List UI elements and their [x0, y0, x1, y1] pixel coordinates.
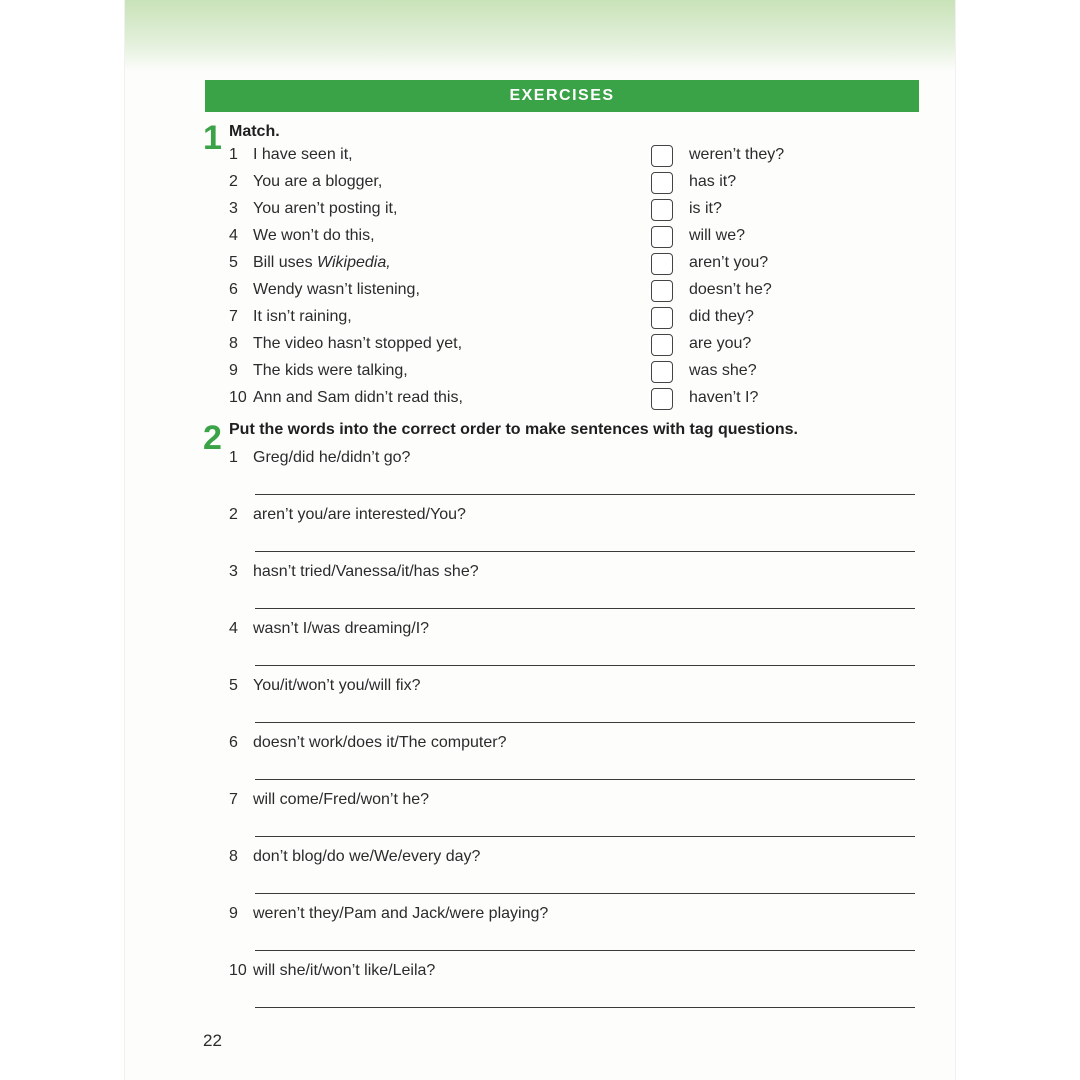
- match-item: [229, 146, 353, 164]
- item-text: Wendy wasn’t listening,: [253, 281, 420, 298]
- match-item: [229, 173, 382, 191]
- item-number: 5: [229, 677, 238, 694]
- item-number: 6: [229, 281, 238, 298]
- reorder-item: [229, 449, 410, 467]
- item-text: The kids were talking,: [253, 362, 408, 379]
- match-item: [229, 308, 352, 326]
- item-prompt: will she/it/won’t like/Leila?: [253, 962, 436, 979]
- item-number: 6: [229, 734, 238, 751]
- item-text: Bill uses: [253, 254, 318, 271]
- item-text: You aren’t posting it,: [253, 200, 398, 217]
- item-prompt: weren’t they/Pam and Jack/were playing?: [253, 905, 549, 922]
- match-item: [229, 389, 463, 407]
- item-number: 3: [229, 200, 238, 217]
- item-text: I have seen it,: [253, 146, 353, 163]
- tag-question: are you?: [689, 335, 752, 352]
- item-prompt: aren’t you/are interested/You?: [253, 506, 466, 523]
- match-item: [229, 200, 397, 218]
- answer-line[interactable]: [255, 608, 915, 609]
- item-prompt: don’t blog/do we/We/every day?: [253, 848, 481, 865]
- item-prompt: You/it/won’t you/will fix?: [253, 677, 421, 694]
- reorder-item: [229, 791, 429, 809]
- tag-question: haven’t I?: [689, 389, 759, 406]
- item-prompt: hasn’t tried/Vanessa/it/has she?: [253, 563, 479, 580]
- tag-question: doesn’t he?: [689, 281, 772, 298]
- exercise-1-number: 1: [203, 119, 222, 157]
- answer-line[interactable]: [255, 893, 915, 894]
- item-number: 7: [229, 791, 238, 808]
- reorder-item: [229, 620, 429, 638]
- worksheet-page: [125, 0, 955, 1080]
- reorder-item: [229, 563, 479, 581]
- answer-checkbox[interactable]: [651, 388, 673, 410]
- item-number: 2: [229, 173, 238, 190]
- tag-question: aren’t you?: [689, 254, 769, 271]
- answer-checkbox[interactable]: [651, 334, 673, 356]
- item-text: You are a blogger,: [253, 173, 383, 190]
- item-number: 9: [229, 362, 238, 379]
- match-item: [229, 362, 408, 380]
- answer-line[interactable]: [255, 1007, 915, 1008]
- match-item: [229, 335, 462, 353]
- reorder-item: [229, 848, 480, 866]
- answer-checkbox[interactable]: [651, 280, 673, 302]
- item-number: 9: [229, 905, 238, 922]
- exercise-1-title: Match.: [229, 123, 280, 140]
- answer-checkbox[interactable]: [651, 199, 673, 221]
- answer-line[interactable]: [255, 779, 915, 780]
- exercise-2-number: 2: [203, 419, 222, 457]
- answer-checkbox[interactable]: [651, 226, 673, 248]
- tag-question: weren’t they?: [689, 146, 785, 163]
- answer-line[interactable]: [255, 722, 915, 723]
- answer-line[interactable]: [255, 494, 915, 495]
- item-number: 7: [229, 308, 238, 325]
- item-text: We won’t do this,: [253, 227, 375, 244]
- section-header-title: EXERCISES: [509, 87, 615, 104]
- item-text: Ann and Sam didn’t read this,: [253, 389, 463, 406]
- answer-checkbox[interactable]: [651, 145, 673, 167]
- answer-checkbox[interactable]: [651, 253, 673, 275]
- item-number: 4: [229, 227, 238, 244]
- item-text-italic: Wikipedia,: [317, 254, 391, 271]
- item-number: 3: [229, 563, 238, 580]
- match-item: [229, 281, 420, 299]
- item-prompt: Greg/did he/didn’t go?: [253, 449, 411, 466]
- item-number: 10: [229, 962, 247, 979]
- reorder-item: [229, 905, 548, 923]
- top-decorative-band: [125, 0, 955, 72]
- item-prompt: wasn’t I/was dreaming/I?: [253, 620, 430, 637]
- exercise-2-title: Put the words into the correct order to make sentences with tag questions.: [229, 421, 798, 438]
- match-item: [229, 227, 375, 245]
- item-number: 8: [229, 848, 238, 865]
- answer-checkbox[interactable]: [651, 172, 673, 194]
- tag-question: was she?: [689, 362, 757, 379]
- answer-line[interactable]: [255, 551, 915, 552]
- reorder-item: [229, 677, 421, 695]
- answer-checkbox[interactable]: [651, 307, 673, 329]
- item-number: 4: [229, 620, 238, 637]
- item-number: 5: [229, 254, 238, 271]
- answer-line[interactable]: [255, 950, 915, 951]
- item-number: 1: [229, 146, 238, 163]
- item-prompt: will come/Fred/won’t he?: [253, 791, 430, 808]
- item-number: 1: [229, 449, 238, 466]
- section-header: [205, 80, 919, 112]
- item-number: 10: [229, 389, 247, 406]
- answer-checkbox[interactable]: [651, 361, 673, 383]
- match-item: [229, 254, 391, 272]
- answer-line[interactable]: [255, 665, 915, 666]
- item-text: It isn’t raining,: [253, 308, 352, 325]
- item-text: The video hasn’t stopped yet,: [253, 335, 463, 352]
- item-prompt: doesn’t work/does it/The computer?: [253, 734, 507, 751]
- reorder-item: [229, 962, 435, 980]
- answer-line[interactable]: [255, 836, 915, 837]
- reorder-item: [229, 506, 466, 524]
- tag-question: has it?: [689, 173, 737, 190]
- page-number: 22: [203, 1031, 222, 1050]
- item-number: 2: [229, 506, 238, 523]
- tag-question: is it?: [689, 200, 722, 217]
- item-number: 8: [229, 335, 238, 352]
- reorder-item: [229, 734, 506, 752]
- tag-question: did they?: [689, 308, 754, 325]
- tag-question: will we?: [689, 227, 746, 244]
